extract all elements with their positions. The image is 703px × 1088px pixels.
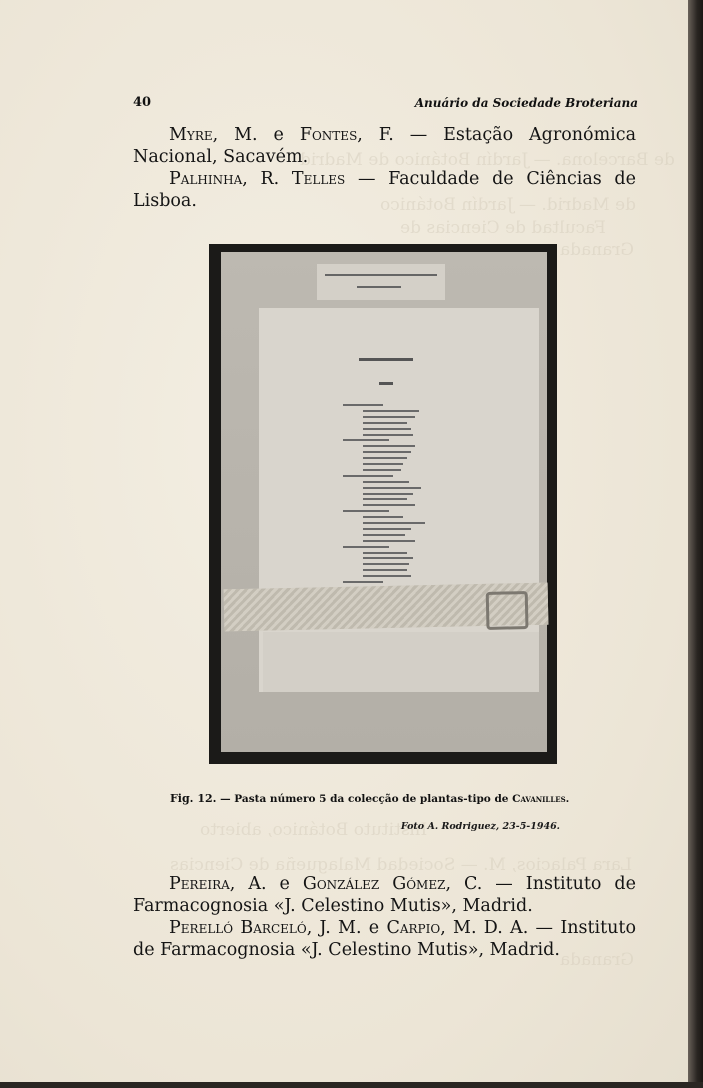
- sheet-text-line: [343, 439, 389, 441]
- caption-text: — Pasta número 5 da colecção de plantas-tipo de: [216, 793, 513, 805]
- cloth-strap: [224, 583, 549, 632]
- sheet-text-line: [363, 563, 409, 565]
- sheet-text-line: [363, 457, 407, 459]
- figure-label: Fig. 12.: [170, 792, 217, 805]
- sheet-text-line: [363, 469, 401, 471]
- sheet-text-line: [343, 546, 389, 548]
- herbarium-folder-photo: [209, 244, 557, 764]
- entry-text: , F. — Estação Agronómica Nacional, Sacavém.: [133, 125, 637, 167]
- entry-palhinha: [133, 168, 636, 212]
- author-name: Carpio: [386, 918, 441, 938]
- sheet-bottom: [263, 632, 539, 692]
- sheet-text-line: [363, 569, 407, 571]
- author-name: Palhinha: [169, 169, 243, 189]
- author-name: González Gómez: [302, 874, 446, 894]
- sheet-text-line: [363, 540, 415, 542]
- entry-text: , J. M. e: [306, 918, 387, 938]
- entry-text: , M. D. A. — Instituto de Farmacognosia «J. Celestino Mutis», Madrid.: [133, 918, 636, 960]
- sheet-text-line: [363, 575, 411, 577]
- folder: [221, 252, 547, 752]
- sheet-text-line: [363, 410, 419, 412]
- sheet-text-line: [363, 481, 409, 483]
- folder-label: [317, 264, 445, 300]
- bleed-through: de Madrid. — Jardín Botánico: [380, 195, 637, 215]
- sheet-text-line: [363, 528, 411, 530]
- sheet-text-line: [363, 534, 405, 536]
- page-bottom-edge: [0, 1082, 703, 1088]
- photo-credit: [400, 821, 560, 832]
- sheet-text-line: [363, 434, 413, 436]
- entry-text: , A. e: [229, 874, 303, 894]
- sheet-text-line: [343, 581, 383, 583]
- entry-text: , M. e: [212, 125, 300, 145]
- sheet-text-line: [343, 510, 389, 512]
- sheet-text-line: [363, 463, 403, 465]
- page-number: 40: [133, 95, 152, 110]
- sheet-text-line: [363, 504, 415, 506]
- sheet-text-line: [363, 428, 411, 430]
- sheet-text-line: [343, 475, 393, 477]
- sheet-text-line: [363, 516, 403, 518]
- caption-name: Cavanilles: [512, 793, 566, 805]
- strap-buckle: [486, 591, 529, 630]
- sheet-text-line: [363, 557, 413, 559]
- sheet-text-line: [363, 498, 407, 500]
- sheet-text-line: [363, 422, 407, 424]
- page-edge: [688, 0, 703, 1088]
- sheet-text-line: [363, 445, 415, 447]
- sheet-text-line: [363, 493, 413, 495]
- sheet-text-line: [363, 451, 411, 453]
- author-name: Myre: [169, 125, 213, 145]
- bleed-through: Granada: [560, 240, 634, 260]
- caption-end: .: [565, 793, 570, 805]
- author-name: Fontes: [299, 125, 358, 145]
- entry-myre: [133, 124, 636, 168]
- entry-perello: [133, 917, 636, 961]
- author-name: Pereira: [169, 874, 230, 894]
- bleed-through: Instituto Botánico, abierto: [200, 820, 428, 840]
- entry-text: , R.: [242, 169, 292, 189]
- sheet-text-line: [363, 487, 421, 489]
- sheet-text-line: [343, 404, 383, 406]
- author-name: Telles: [291, 169, 346, 189]
- sheet-text-line: [363, 552, 407, 554]
- running-title: Anuário da Sociedade Broteriana: [414, 96, 638, 110]
- credit-text: Foto A. Rodriguez, 23-5-1946.: [400, 821, 560, 832]
- entry-text: — Faculdade de Ciências de Lisboa.: [133, 169, 636, 211]
- figure-caption: [170, 792, 590, 805]
- bleed-through: Lara Palacios, M. — Sociedad Malagueña de Ciencias: [170, 855, 633, 875]
- bleed-through: Facultad de Ciencias de: [400, 218, 606, 238]
- sheet-text-line: [363, 416, 415, 418]
- bleed-through: de Barcelona. — Jardín Botánico de Madrid: [300, 150, 675, 170]
- entry-pereira: [133, 873, 636, 917]
- entry-text: , C. — Instituto de Farmacognosia «J. Celestino Mutis», Madrid.: [133, 874, 636, 916]
- author-name: Perelló Barceló: [169, 918, 307, 938]
- sheet-text-line: [363, 522, 425, 524]
- bleed-through: Granada: [560, 950, 634, 970]
